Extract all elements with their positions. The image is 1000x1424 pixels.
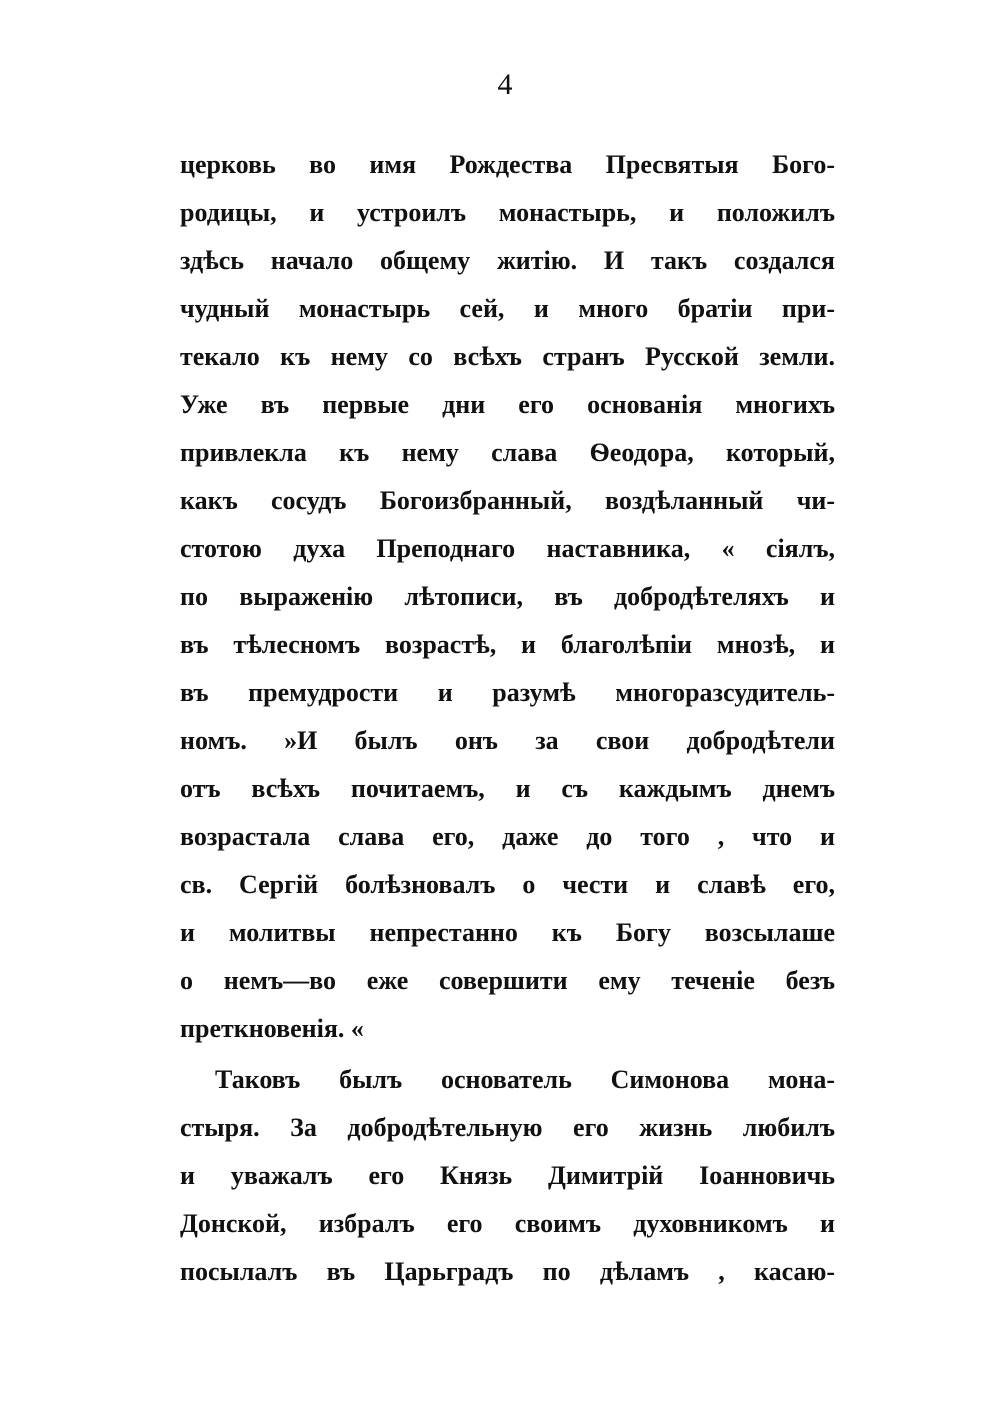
text-line: привлекла къ нему слава Ѳеодора, который, <box>180 438 835 467</box>
text-line: преткновенія. « <box>180 1014 364 1043</box>
text-line: о немъ—во еже совершити ему теченіе безъ <box>180 966 835 995</box>
text-line: чудный монастырь сей, и много братіи при- <box>180 294 835 323</box>
text-line: возрастала слава его, даже до того , что и <box>180 822 835 851</box>
text-line: текало къ нему со всѣхъ странъ Русской земли. <box>180 342 835 371</box>
text-line: въ тѣлесномъ возрастѣ, и благолѣпіи мнозѣ, и <box>180 630 835 659</box>
text-line: посылалъ въ Царьградъ по дѣламъ , касаю- <box>180 1257 835 1286</box>
text-line: какъ сосудъ Богоизбранный, воздѣланный чи- <box>180 486 835 515</box>
text-line: въ премудрости и разумѣ многоразсудитель- <box>180 678 835 707</box>
text-line: Таковъ былъ основатель Симонова мона- <box>215 1065 835 1094</box>
text-line: Уже въ первые дни его основанія многихъ <box>180 390 835 419</box>
paragraph-2 <box>180 1061 835 1301</box>
text-line: св. Сергій болѣзновалъ о чести и славѣ его, <box>180 870 835 899</box>
text-line: по выраженію лѣтописи, въ добродѣтеляхъ и <box>180 582 835 611</box>
text-line: родицы, и устроилъ монастырь, и положилъ <box>180 198 835 227</box>
text-line: здѣсь начало общему житію. И такъ создался <box>180 246 835 275</box>
page-number: 4 <box>497 68 513 101</box>
text-line: стыря. За добродѣтельную его жизнь любилъ <box>180 1113 835 1142</box>
body-text <box>180 146 835 1301</box>
text-line: номъ. »И былъ онъ за свои добродѣтели <box>180 726 835 755</box>
text-line: отъ всѣхъ почитаемъ, и съ каждымъ днемъ <box>180 774 835 803</box>
text-line: и уважалъ его Князь Димитрій Іоанновичь <box>180 1161 835 1190</box>
text-line: церковь во имя Рождества Пресвятыя Бого- <box>180 150 835 179</box>
text-line: Донской, избралъ его своимъ духовникомъ и <box>180 1209 835 1238</box>
text-line: стотою духа Преподнаго наставника, « сіялъ, <box>180 534 835 563</box>
text-line: и молитвы непрестанно къ Богу возсылаше <box>180 918 835 947</box>
paragraph-1 <box>180 146 835 1058</box>
